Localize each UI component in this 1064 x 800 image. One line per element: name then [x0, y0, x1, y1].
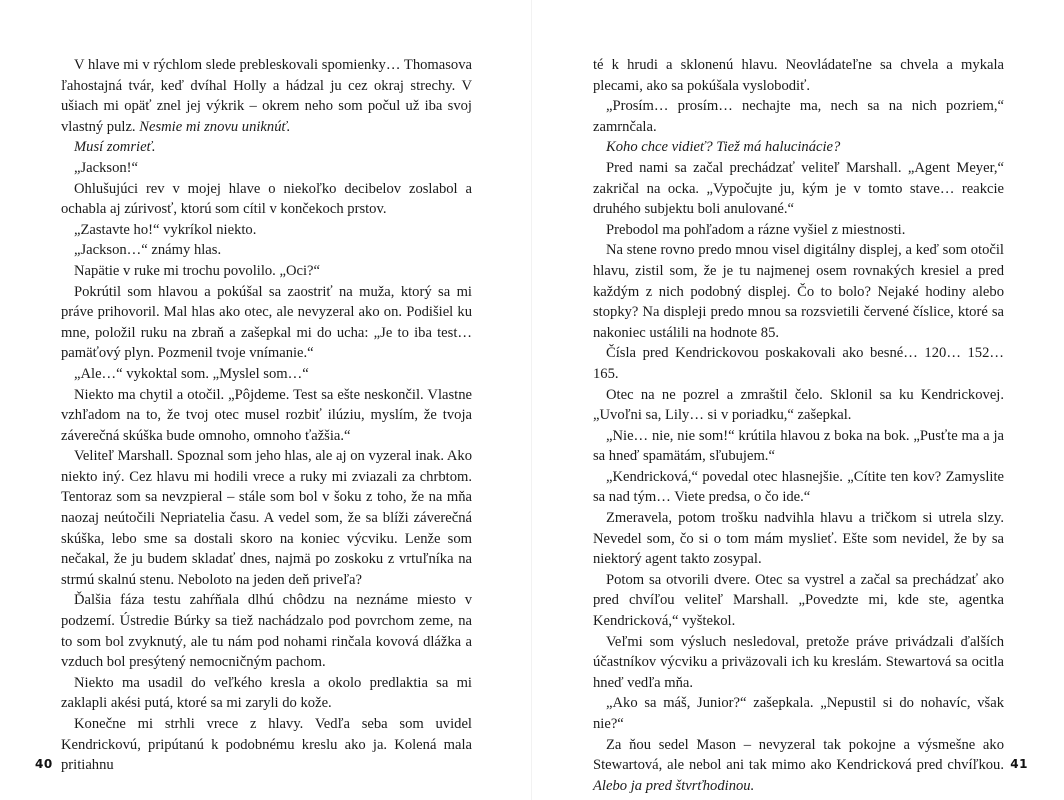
text-run: „Jackson!“ — [74, 159, 139, 176]
italic-text: Alebo ja pred štvrťhodinou. — [593, 777, 755, 794]
text-run: „Nie… nie, nie som!“ krútila hlavou z boka na bok. „Pusťte ma a ja sa hneď spamätám, sľubujem.“ — [593, 427, 1004, 465]
paragraph — [593, 96, 1004, 137]
paragraph — [61, 179, 472, 220]
paragraph — [593, 240, 1004, 343]
text-run: „Ako sa máš, Junior?“ zašepkala. „Nepustil si do nohavíc, však nie?“ — [593, 695, 1004, 732]
text-run: Niekto ma chytil a otočil. „Pôjdeme. Test sa ešte neskončil. Vlastne vzhľadom na to, že tvoj otec musel rozbiť ilúziu, myslím, že tvoja záverečná skúška bude omnoho, omnoho ťažšia.“ — [61, 386, 472, 444]
paragraph — [593, 735, 1004, 797]
text-run: Pokrútil som hlavou a pokúšal sa zaostriť na muža, ktorý sa mi práve prihovoril. Mal hlas ako otec, ale nevyzeral ako on. Podišiel ku mne, položil ruku na zbraň a zašepkal mi do ucha: „Je to iba test… pamäťový plyn. Pozmenil tvoje vnímanie.“ — [61, 283, 472, 362]
paragraph — [593, 385, 1004, 426]
text-run: Prebodol ma pohľadom a rázne vyšiel z miestnosti. — [606, 221, 906, 238]
text-run: Napätie v ruke mi trochu povolilo. „Oci?“ — [74, 262, 320, 279]
right-page-text — [593, 55, 1004, 796]
paragraph — [593, 137, 1004, 158]
paragraph — [61, 261, 472, 282]
italic-text: Koho chce vidieť? Tiež má halucinácie? — [606, 139, 841, 156]
paragraph — [61, 137, 472, 158]
paragraph — [61, 220, 472, 241]
text-run: „Prosím… prosím… nechajte ma, nech sa na nich pozriem,“ zamrnčala. — [593, 98, 1004, 135]
text-run: Konečne mi strhli vrece z hlavy. Vedľa seba som uvidel Kendrickovú, pripútanú k podobnému kreslu ako ja. Kolená mala pritiahnu — [61, 716, 472, 774]
paragraph — [593, 343, 1004, 384]
text-run: Ďalšia fáza testu zahŕňala dlhú chôdzu na neznáme miesto v podzemí. Ústredie Búrky sa tiež nachádzalo pod povrchom zeme, na to som bol zvyknutý, ale tu nám pod nohami rinčala kovová dlážka a vzduch bol presýtený nemocničným pachom. — [61, 592, 472, 671]
paragraph — [593, 508, 1004, 570]
paragraph — [61, 590, 472, 672]
text-run: Veľmi som výsluch nesledoval, pretože práve privádzali ďalších účastníkov výcviku a priväzovali ich ku kreslám. Stewartová sa ocitla hneď vedľa mňa. — [593, 633, 1004, 691]
text-run: Otec na ne pozrel a zmraštil čelo. Sklonil sa ku Kendrickovej. „Uvoľni sa, Lily… si v poriadku,“ zašepkal. — [593, 386, 1004, 424]
text-run: Čísla pred Kendrickovou poskakovali ako besné… 120… 152… 165. — [593, 345, 1004, 382]
paragraph — [593, 426, 1004, 467]
page-number-left: 40 — [35, 757, 53, 771]
text-run: V hlave mi v rýchlom slede prebleskovali spomienky… Thomasova ľahostajná tvár, keď dvíhal Holly a hádzal ju cez okraj strechy. V ušiach mi opäť znel jej výkrik – okrem neho som počul už iba svoj vlastný pulz. — [61, 57, 472, 135]
paragraph — [593, 158, 1004, 220]
text-run: Pred nami sa začal prechádzať veliteľ Marshall. „Agent Meyer,“ zakričal na ocka. „Vypočujte ju, kým je v tomto stave… reakcie druhého subjektu boli anulované.“ — [593, 159, 1004, 218]
paragraph — [61, 282, 472, 364]
text-run: Potom sa otvorili dvere. Otec sa vystrel a začal sa prechádzať ako pred chvíľou veliteľ Marshall. „Povedzte mi, kde ste, agentka Kendricková,“ vyštekol. — [593, 571, 1004, 630]
paragraph — [61, 714, 472, 776]
paragraph — [61, 158, 472, 179]
paragraph — [61, 55, 472, 137]
paragraph — [61, 385, 472, 447]
text-run: Na stene rovno predo mnou visel digitálny displej, a keď som otočil hlavu, zistil som, že je tu najmenej osem rovnakých kresiel a pred každým z nich podobný displej. Čo to bolo? Nejaké hodiny alebo stopky? Na displeji predo mnou sa rozsvietili červené číslice, ktoré sa nakoniec ustálili na hodnote 85. — [593, 242, 1004, 341]
paragraph — [593, 570, 1004, 632]
page-number-right: 41 — [1010, 757, 1028, 771]
paragraph — [61, 240, 472, 261]
paragraph — [593, 467, 1004, 508]
paragraph — [61, 673, 472, 714]
text-run: Ohlušujúci rev v mojej hlave o niekoľko decibelov zoslabol a ochabla aj zúrivosť, ktorú som cítil v končekoch prstov. — [61, 180, 472, 218]
paragraph — [61, 364, 472, 385]
paragraph — [593, 220, 1004, 241]
paragraph — [61, 446, 472, 590]
text-run: Niekto ma usadil do veľkého kresla a okolo predlaktia sa mi zaklapli akési putá, ktoré sa mi zaryli do kože. — [61, 674, 472, 712]
italic-text: Musí zomrieť. — [74, 139, 156, 156]
paragraph — [593, 632, 1004, 694]
text-run: „Ale…“ vykoktal som. „Myslel som…“ — [74, 365, 309, 382]
text-run: Za ňou sedel Mason – nevyzeral tak pokojne a výsmešne ako Stewartová, ale nebol ani tak mimo ako Kendricková pred chvíľkou. — [593, 736, 1004, 774]
text-run: „Jackson…“ známy hlas. — [74, 242, 222, 259]
right-page — [532, 0, 1064, 800]
paragraph — [593, 693, 1004, 734]
text-run: Zmeravela, potom trošku nadvihla hlavu a tričkom si utrela slzy. Nevedel som, čo si o tom mám myslieť. Ešte som nevidel, že by sa niektorý agent takto zosypal. — [593, 510, 1004, 568]
text-run: Veliteľ Marshall. Spoznal som jeho hlas, ale aj on vyzeral inak. Ako niekto iný. Cez hlavu mi hodili vrece a ruky mi zviazali za chrbtom. Tentoraz som sa nevzpieral – stále som bol v šoku z toho, že na mňa naozaj neútočili Nepriatelia času. A vedel som, že sa blíži záverečná skúška, lebo sme sa dostali skoro na koniec výcviku. Lenže som nečakal, že ju budem skladať dnes, najmä po zoskoku z vrtuľníka na strmú skalnú stenu. Neboloto na jeden deň priveľa? — [61, 448, 472, 588]
paragraph — [593, 55, 1004, 96]
text-run: „Kendricková,“ povedal otec hlasnejšie. „Cítite ten kov? Zamyslite sa nad tým… Viete predsa, o čo ide.“ — [593, 468, 1004, 506]
italic-text: Nesmie mi znovu uniknúť. — [139, 118, 291, 135]
text-run: té k hrudi a sklonenú hlavu. Neovládateľne sa chvela a mykala plecami, ako sa pokúšala vyslobodiť. — [593, 57, 1004, 94]
text-run: „Zastavte ho!“ vykríkol niekto. — [74, 221, 257, 238]
left-page-text — [61, 55, 472, 776]
